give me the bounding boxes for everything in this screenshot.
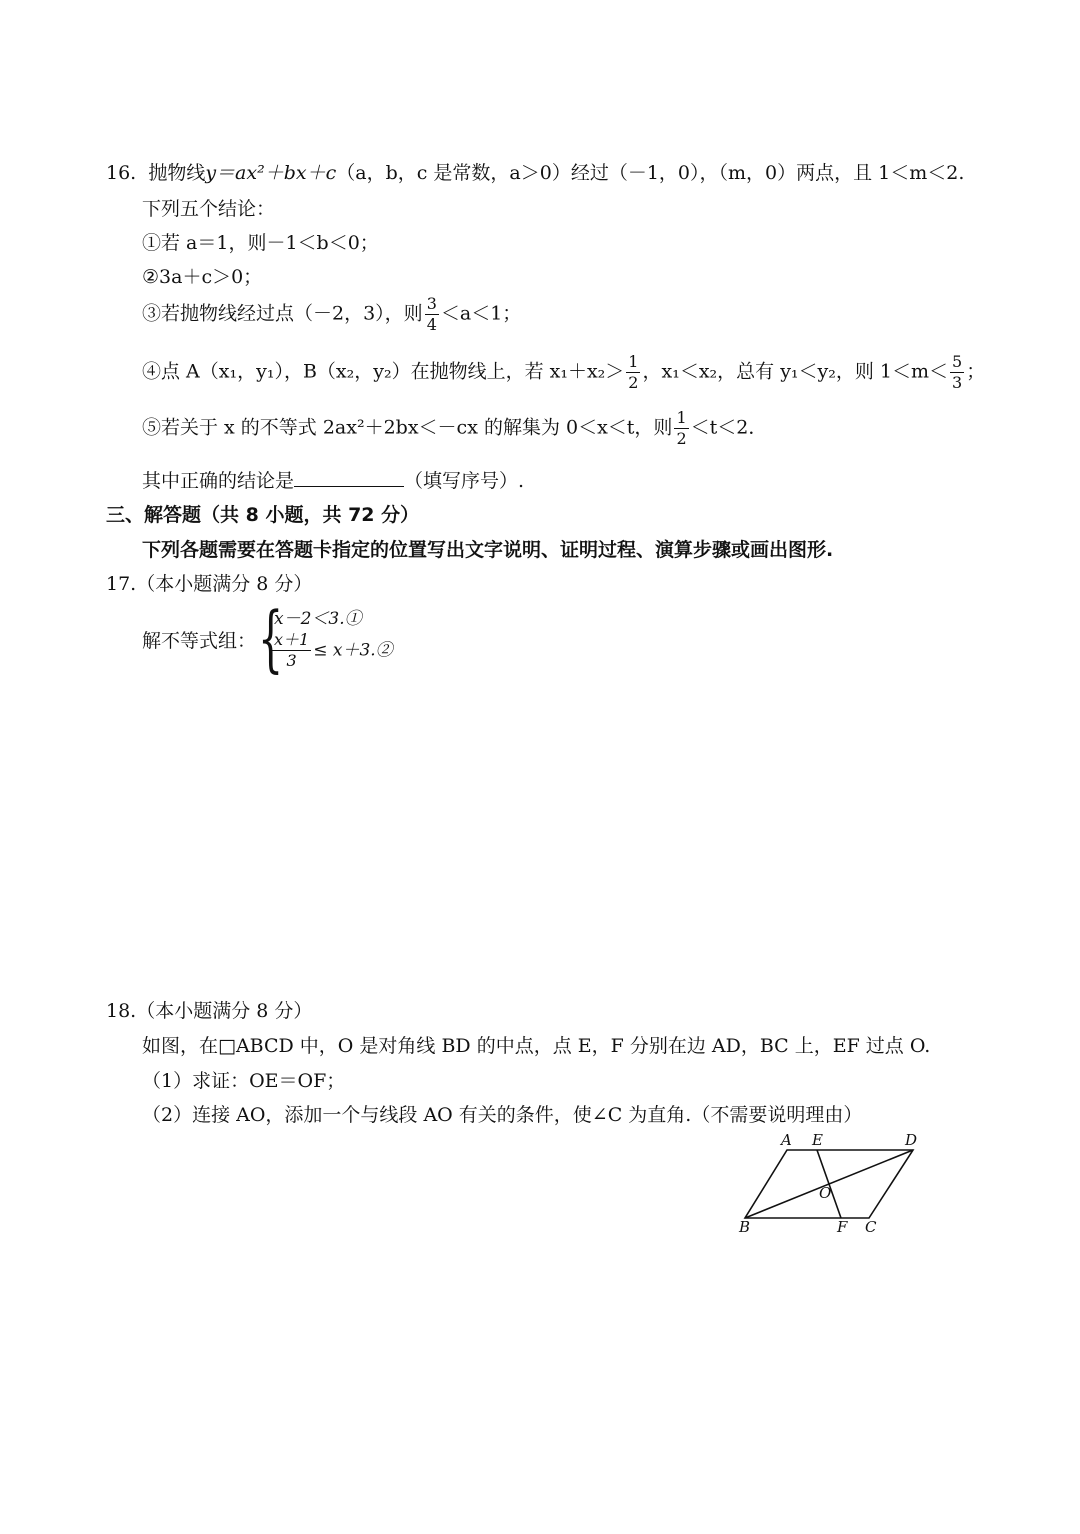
q16-s5-pre: ⑤若关于 x 的不等式 2ax²＋2bx＜－cx 的解集为 0＜x＜t，则 <box>142 416 673 439</box>
q16-s3-pre: ③若抛物线经过点（－2，3），则 <box>142 302 423 325</box>
q16-s3-fraction <box>425 296 439 333</box>
q16-s3-frac-den: 4 <box>426 315 437 334</box>
q16-s4-post: ； <box>966 360 986 383</box>
q16-answer-blank[interactable] <box>294 468 404 487</box>
q16-statement-2: ②3a＋c＞0； <box>142 266 263 288</box>
label-a: A <box>781 1131 792 1149</box>
q16-number: 16. <box>106 162 137 184</box>
label-o: O <box>819 1184 832 1202</box>
label-f: F <box>837 1218 848 1236</box>
q16-s4-frac2-den: 3 <box>952 373 963 392</box>
section3-instruction: 下列各题需要在答题卡指定的位置写出文字说明、证明过程、演算步骤或画出图形. <box>142 539 834 561</box>
parallelogram-figure <box>735 1128 935 1238</box>
q16-s5-fraction <box>674 410 688 447</box>
q18-header: 18.（本小题满分 8 分） <box>106 1000 313 1022</box>
q16-answer-pre: 其中正确的结论是 <box>142 470 295 492</box>
q16-answer-line <box>142 466 524 493</box>
q17-system-brace: { <box>258 596 284 680</box>
label-c: C <box>865 1218 877 1236</box>
q16-s4-frac1-den: 2 <box>628 373 639 392</box>
q18-part-1: （1）求证：OE＝OF； <box>142 1070 346 1092</box>
q17-ineq2-fraction <box>272 632 311 669</box>
q16-s3-frac-num: 3 <box>426 294 437 313</box>
q16-s5-post: ＜t＜2． <box>690 416 768 439</box>
q16-s5-frac-den: 2 <box>676 429 687 448</box>
q16-s4-fraction-1 <box>626 354 640 391</box>
q17-ineq2-num: x＋1 <box>274 630 310 649</box>
label-e: E <box>812 1131 823 1149</box>
q17-header: 17.（本小题满分 8 分） <box>106 573 313 595</box>
q16-intro: 下列五个结论： <box>142 198 276 220</box>
q16-line1 <box>106 158 964 185</box>
q16-statement-4 <box>142 354 985 391</box>
q18-text: 如图，在□ABCD 中，O 是对角线 BD 的中点，点 E，F 分别在边 AD，BC 上，EF 过点 O. <box>142 1035 931 1057</box>
label-d: D <box>905 1131 918 1149</box>
q16-s3-post: ＜a＜1； <box>440 302 522 325</box>
q16-s4-pre: ④点 A（x₁，y₁），B（x₂，y₂）在抛物线上，若 x₁＋x₂＞ <box>142 360 625 383</box>
q16-s4-frac1-num: 1 <box>628 352 639 371</box>
q16-stem-mid: （a，b，c 是常数，a＞0）经过（－1，0），（m，0）两点，且 1＜m＜2. <box>336 162 965 184</box>
q16-s4-mid: ，x₁＜x₂，总有 y₁＜y₂，则 1＜m＜ <box>642 360 949 383</box>
q16-stem-pre: 抛物线 <box>148 162 206 184</box>
q16-s5-frac-num: 1 <box>676 408 687 427</box>
q16-answer-post: （填写序号）. <box>404 470 525 492</box>
q16-s4-frac2-num: 5 <box>952 352 963 371</box>
section3-title: 三、解答题（共 8 小题，共 72 分） <box>106 504 420 526</box>
q18-part-2: （2）连接 AO，添加一个与线段 AO 有关的条件，使∠C 为直角.（不需要说明理由） <box>142 1104 863 1126</box>
label-b: B <box>739 1218 751 1236</box>
q17-inequality-1: x－2＜3.① <box>274 609 362 629</box>
q17-prompt: 解不等式组： <box>142 630 257 652</box>
q16-statement-5 <box>142 410 767 447</box>
q17-ineq2-post: ≤ x＋3.② <box>313 640 393 661</box>
q16-equation: y＝ax²＋bx＋c <box>205 162 337 184</box>
q17-inequality-2 <box>270 632 393 669</box>
q17-ineq2-den: 3 <box>286 651 297 670</box>
q16-s4-fraction-2 <box>950 354 964 391</box>
q16-statement-1: ①若 a＝1，则－1＜b＜0； <box>142 232 379 254</box>
q16-statement-3 <box>142 296 521 333</box>
